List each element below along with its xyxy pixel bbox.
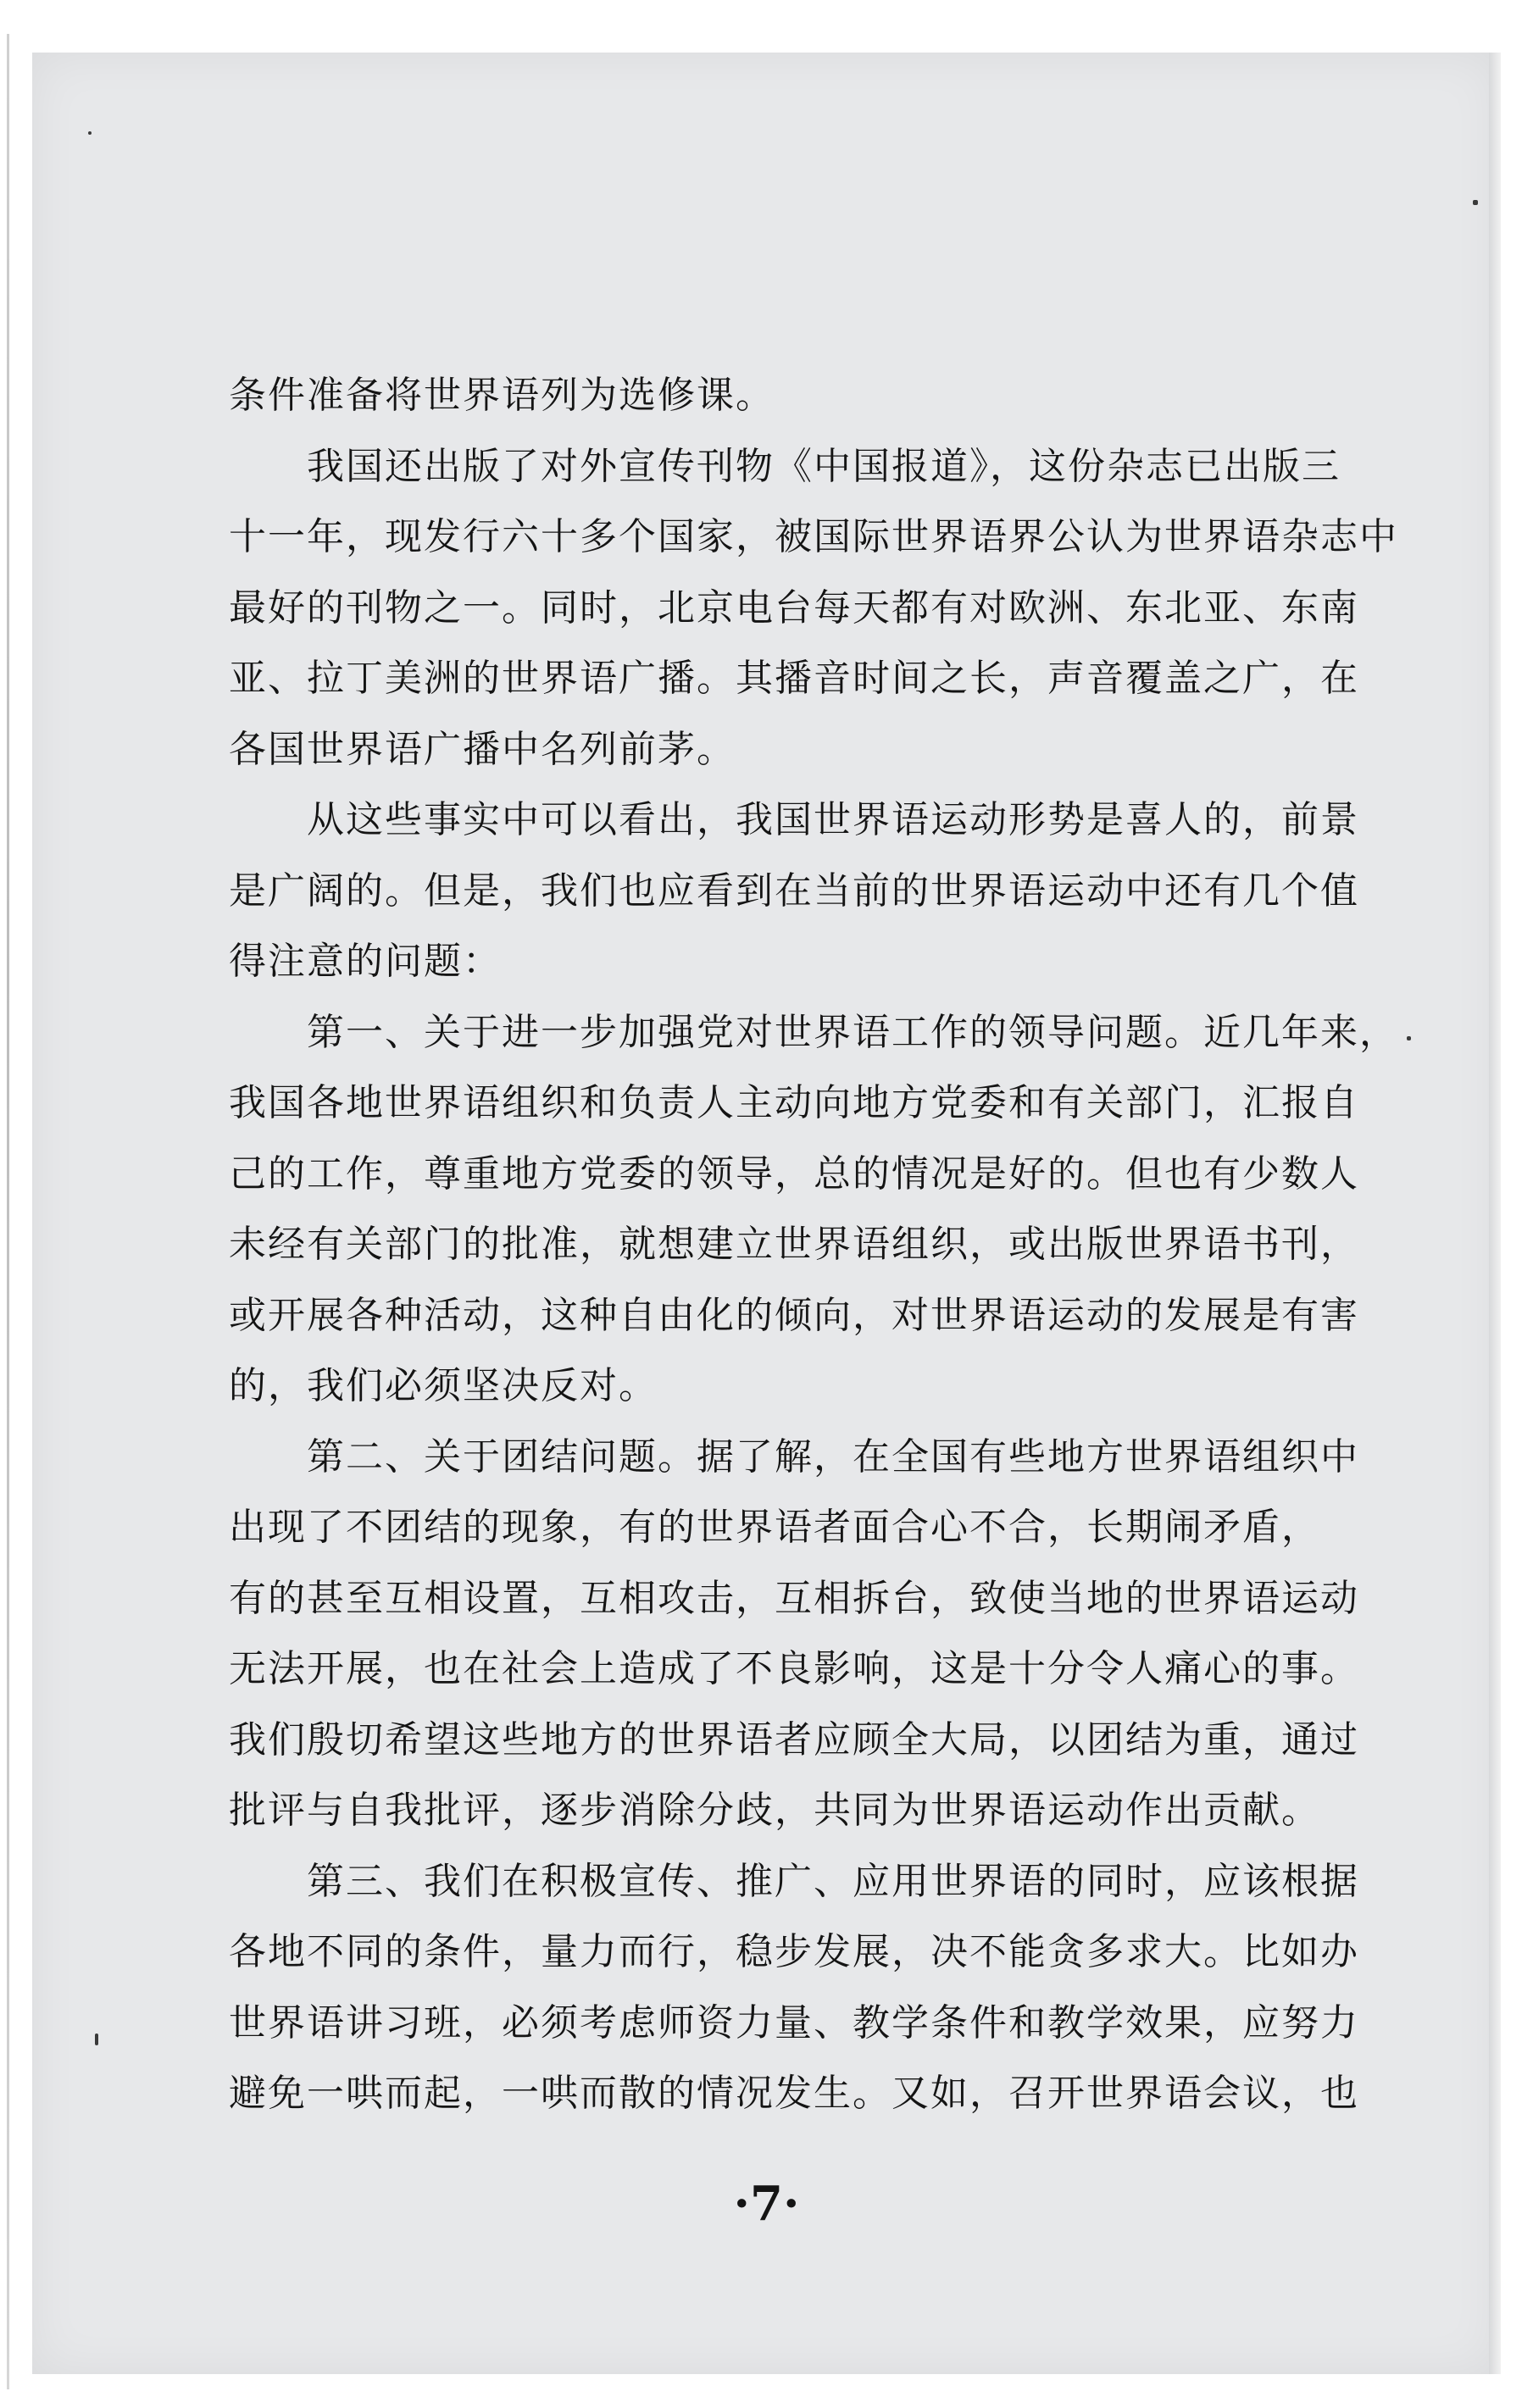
- text-line: 亚、拉丁美洲的世界语广播。其播音时间之长，声音覆盖之广，在: [229, 657, 1359, 700]
- text-line: 出现了不团结的现象，有的世界语者面合心不合，长期闹矛盾，: [229, 1506, 1320, 1549]
- margin-mark: [88, 131, 92, 135]
- text-line: 各地不同的条件，量力而行，稳步发展，决不能贪多求大。比如办: [229, 1930, 1359, 1973]
- text-line: 世界语讲习班，必须考虑师资力量、教学条件和教学效果，应努力: [229, 2000, 1359, 2045]
- margin-mark: [1473, 200, 1478, 205]
- text-line: 我国还出版了对外宣传刊物《中国报道》，这份杂志已出版三: [307, 444, 1341, 488]
- text-line: 的，我们必须坚决反对。: [229, 1364, 658, 1407]
- text-line: 未经有关部门的批准，就想建立世界语组织，或出版世界语书刊，: [229, 1223, 1359, 1266]
- text-line: 避免一哄而起，一哄而散的情况发生。又如，召开世界语会议，也: [229, 2072, 1359, 2115]
- text-line: 第二、关于团结问题。据了解，在全国有些地方世界语组织中: [307, 1434, 1359, 1479]
- text-line: 我们殷切希望这些地方的世界语者应顾全大局，以团结为重，通过: [229, 1717, 1359, 1762]
- text-line: 无法开展，也在社会上造成了不良影响，这是十分令人痛心的事。: [229, 1647, 1359, 1690]
- text-line: 是广阔的。但是，我们也应看到在当前的世界语运动中还有几个值: [229, 868, 1359, 913]
- text-line: 各国世界语广播中名列前茅。: [229, 727, 736, 771]
- text-line: 己的工作，尊重地方党委的领导，总的情况是好的。但也有少数人: [229, 1151, 1359, 1196]
- body-text: [229, 360, 1398, 2129]
- text-line: 条件准备将世界语列为选修课。: [229, 374, 775, 417]
- text-line: 第一、关于进一步加强党对世界语工作的领导问题。近几年来，: [307, 1010, 1398, 1054]
- text-line: 最好的刊物之一。同时，北京电台每天都有对欧洲、东北亚、东南: [229, 585, 1359, 630]
- text-line: 批评与自我批评，逐步消除分歧，共同为世界语运动作出贡献。: [229, 1789, 1320, 1832]
- text-line: 得注意的问题：: [229, 940, 502, 983]
- page-fold-shadow: [7, 34, 9, 2389]
- text-line: 我国各地世界语组织和负责人主动向地方党委和有关部门，汇报自: [229, 1081, 1359, 1124]
- text-line: 第三、我们在积极宣传、推广、应用世界语的同时，应该根据: [307, 1859, 1359, 1903]
- text-line: 从这些事实中可以看出，我国世界语运动形势是喜人的，前景: [307, 798, 1359, 841]
- text-line: 或开展各种活动，这种自由化的倾向，对世界语运动的发展是有害: [229, 1293, 1359, 1337]
- margin-mark: [1407, 1036, 1411, 1040]
- margin-mark: [95, 2033, 98, 2045]
- page-number: ·7·: [733, 2176, 800, 2232]
- text-line: 有的甚至互相设置，互相攻击，互相拆台，致使当地的世界语运动: [229, 1576, 1359, 1620]
- page-edge: [1489, 53, 1501, 2374]
- text-line: 十一年，现发行六十多个国家，被国际世界语界公认为世界语杂志中: [229, 515, 1398, 558]
